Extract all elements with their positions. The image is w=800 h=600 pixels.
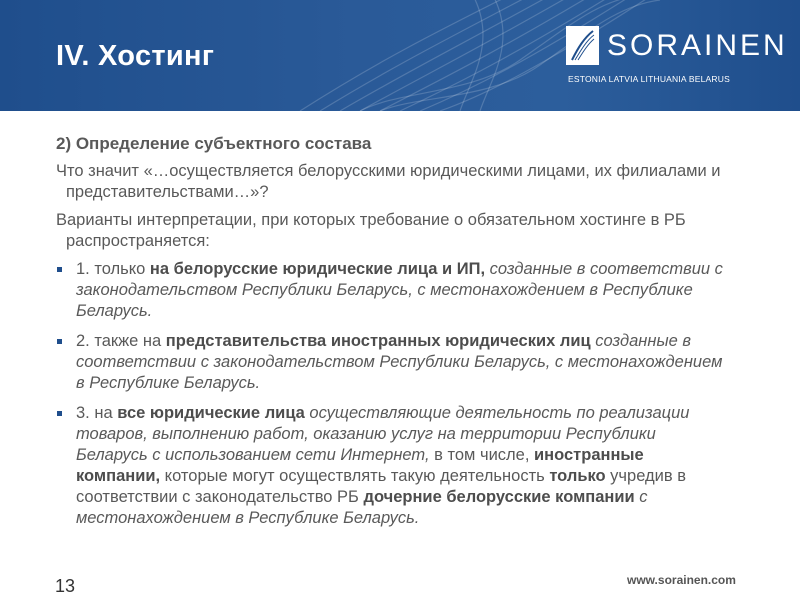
- square-bullet-icon: [57, 267, 62, 272]
- square-bullet-icon: [57, 411, 62, 416]
- square-bullet-icon: [57, 339, 62, 344]
- list-item: 1. только на белорусские юридические лица и ИП, созданные в соответствии с законодательством Республики Беларусь, с местонахождением в Республике Беларусь.: [56, 259, 726, 322]
- sorainen-logo: [566, 26, 788, 86]
- logo-mark-icon: [566, 26, 599, 65]
- logo-name: SORAINEN: [607, 29, 788, 62]
- section-subtitle: 2) Определение субъектного состава: [56, 134, 372, 153]
- logo-countries: ESTONIA LATVIA LITHUANIA BELARUS: [568, 74, 730, 84]
- question-paragraph: Что значит «…осуществляется белорусскими юридическими лицами, их филиалами и представительствами…»?: [56, 162, 721, 201]
- interpretation-list: [56, 259, 726, 529]
- interpretation-intro: Варианты интерпретации, при которых требование о обязательном хостинге в РБ распространяется:: [56, 211, 686, 250]
- list-item: 3. на все юридические лица осуществляющие деятельность по реализации товаров, выполнению работ, оказанию услуг на территории Республики Беларусь с использованием сети Интернет, в том числе, иностранные компании, которые могут осуществлять такую деятельность только учредив в соответствии с законодательство РБ дочерние белорусские компании с местонахождением в Республике Беларусь.: [56, 403, 726, 529]
- slide-header: [0, 0, 800, 111]
- footer-url: www.sorainen.com: [627, 573, 736, 587]
- slide-content: [56, 133, 726, 538]
- slide-title: IV. Хостинг: [56, 40, 215, 72]
- page-number: 13: [55, 576, 76, 596]
- list-item: 2. также на представительства иностранных юридических лиц созданные в соответствии с законодательством Республики Беларусь, с местонахождением в Республике Беларусь.: [56, 331, 726, 394]
